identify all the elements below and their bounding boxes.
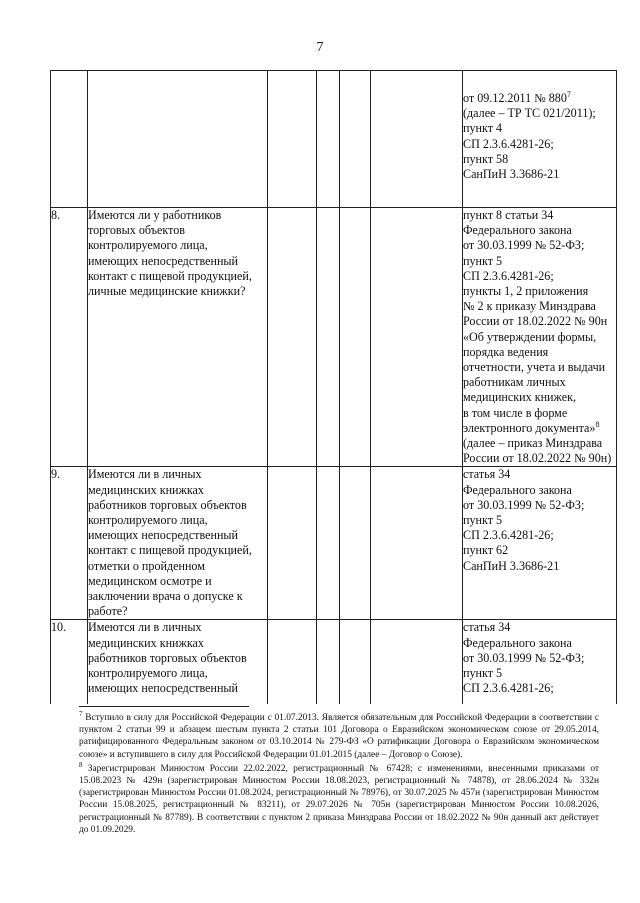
reference-line (463, 269, 616, 284)
footnote-mark: 7 (79, 709, 83, 718)
answer-no-cell (317, 208, 340, 467)
reference-text: СанПиН 3.3686-21 (463, 167, 560, 182)
answer-na-cell (340, 467, 371, 620)
reference-text: СП 2.3.6.4281-26; (463, 136, 554, 151)
reference-text: (далее – ТР ТС 021/2011); (463, 106, 596, 121)
question-line: медицинском осмотре и (88, 573, 212, 588)
reference-line (463, 483, 616, 498)
question-line: имеющих непосредственный (88, 253, 239, 268)
question-cell (88, 620, 268, 705)
reference-text: от 30.03.1999 № 52-ФЗ; (463, 497, 585, 512)
reference-text: пункт 5 (463, 666, 503, 681)
reference-text: порядка ведения (463, 344, 549, 359)
table-row (51, 467, 617, 620)
question-line: личные медицинские книжки? (88, 284, 246, 299)
reference-text: СП 2.3.6.4281-26; (463, 528, 554, 543)
question-cell (88, 208, 268, 467)
reference-text: от 09.12.2011 № 880 (463, 91, 567, 105)
reference-line (463, 314, 616, 329)
reference-text: пункт 58 (463, 151, 509, 166)
row-number (51, 71, 88, 208)
footnote-mark: 8 (79, 760, 83, 769)
table-row (51, 71, 617, 208)
question-line: имеющих непосредственный (88, 528, 239, 543)
reference-line (463, 467, 616, 482)
reference-text: пункт 5 (463, 513, 503, 528)
reference-line (463, 620, 616, 635)
footnote-text: Вступило в силу для Российской Федерации с 01.07.2013. Является обязательным для Российской Федерации в соответствии с пунктом 2 статьи 99 и абзацем шестым пункта 2 статьи 101 Договора о Евразийском экономическом союзе от 29.05.2014, ратифицированного Федеральным законом от 03.10.2014 № 279-ФЗ «О ратификации Договора о Евразийском экономическом союзе» и вступившего в силу для Российской Федерации 01.01.2015 (далее – Договор о Союзе). (79, 713, 599, 760)
reference-line (463, 636, 616, 651)
reference-text: отчетности, учета и выдачи (463, 360, 606, 375)
reference-text: пункт 62 (463, 543, 509, 558)
row-number: 10. (51, 620, 88, 705)
reference-line (463, 390, 616, 405)
answer-yes-cell (268, 208, 317, 467)
reference-line (463, 167, 616, 182)
answer-yes-cell (268, 71, 317, 208)
question-line: контролируемого лица, (88, 238, 208, 253)
note-cell (371, 467, 463, 620)
reference-line (463, 345, 616, 360)
legal-reference-cell (463, 71, 617, 208)
reference-text: СанПиН 3.3686-21 (463, 558, 560, 573)
table-row (51, 208, 617, 467)
reference-line (463, 543, 616, 558)
reference-text: России от 18.02.2022 № 90н (463, 314, 608, 329)
answer-na-cell (340, 620, 371, 705)
reference-text: России от 18.02.2022 № 90н) (463, 451, 612, 466)
reference-text: (далее – приказ Минздрава (463, 436, 603, 451)
reference-line (463, 528, 616, 543)
question-line: торговых объектов (88, 223, 185, 238)
note-cell (371, 620, 463, 705)
reference-line (463, 238, 616, 253)
note-cell (371, 208, 463, 467)
footnote-reference[interactable]: 7 (566, 89, 571, 99)
question-line: работе? (88, 604, 128, 619)
reference-text: пункт 5 (463, 253, 503, 268)
legal-reference-cell (463, 208, 617, 467)
question-line: Имеются ли в личных (88, 620, 202, 635)
question-line: контакт с пищевой продукцией, (88, 543, 252, 558)
footnote-separator (79, 706, 249, 707)
reference-text: пункты 1, 2 приложения (463, 284, 589, 299)
reference-text: № 2 к приказу Минздрава (463, 299, 596, 314)
question-line: медицинских книжках (88, 482, 204, 497)
question-line: отметки о пройденном (88, 558, 205, 573)
page-number: 7 (316, 40, 324, 55)
answer-na-cell (340, 208, 371, 467)
question-line: работников торговых объектов (88, 650, 247, 665)
answer-no-cell (317, 467, 340, 620)
reference-line (463, 106, 616, 121)
legal-reference-cell (463, 467, 617, 620)
reference-line (463, 360, 616, 375)
reference-line (463, 137, 616, 152)
reference-line (463, 152, 616, 167)
question-line: медицинских книжках (88, 635, 204, 650)
reference-line (463, 406, 616, 421)
footnote-reference[interactable]: 8 (595, 419, 600, 429)
answer-na-cell (340, 71, 371, 208)
reference-line (463, 436, 616, 451)
reference-line (463, 451, 616, 466)
question-line: контролируемого лица, (88, 666, 208, 681)
footnote-text: Зарегистрирован Минюстом России 22.02.2022, регистрационный № 67428; с изменениями, внесенными приказами от 15.08.2023 № 429н (зарегистрирован Минюстом России 18.08.2023, регистрационный № 74878), от 28.06.2024 № 332н (зарегистрирован Минюстом России 01.08.2024, регистрационный № 78976), от 30.07.2025 № 457н (зарегистрирован Минюстом России 15.08.2025, регистрационный № 83211), от 29.07.2026 № 705н (зарегистрирован Минюстом России 10.08.2026, регистрационный № 87789). В соответствии с пунктом 2 приказа Минздрава России от 18.02.2022 № 90н данный акт действует до 01.09.2029. (79, 763, 599, 835)
reference-text: Федерального закона (463, 482, 572, 497)
row-number: 9. (51, 467, 88, 620)
table-row (51, 620, 617, 705)
reference-line (463, 254, 616, 269)
question-line: работников торговых объектов (88, 497, 247, 512)
reference-line (463, 651, 616, 666)
reference-text: Федерального закона (463, 635, 572, 650)
reference-text: статья 34 (463, 467, 511, 482)
note-cell (371, 71, 463, 208)
question-line: заключении врача о допуске к (88, 589, 243, 604)
reference-line (463, 681, 616, 696)
reference-line (463, 375, 616, 390)
reference-text: «Об утверждении формы, (463, 329, 597, 344)
reference-text: СП 2.3.6.4281-26; (463, 268, 554, 283)
reference-line (463, 223, 616, 238)
reference-text: статья 34 (463, 620, 511, 635)
answer-yes-cell (268, 620, 317, 705)
question-cell (88, 467, 268, 620)
reference-text: в том числе в форме (463, 405, 568, 420)
answer-no-cell (317, 71, 340, 208)
footnote (79, 709, 599, 761)
reference-text: от 30.03.1999 № 52-ФЗ; (463, 650, 585, 665)
footnote (79, 760, 599, 836)
reference-text: СП 2.3.6.4281-26; (463, 681, 554, 696)
reference-line (463, 121, 616, 136)
answer-no-cell (317, 620, 340, 705)
footnotes (79, 709, 599, 838)
reference-line (463, 421, 616, 436)
legal-reference-cell (463, 620, 617, 705)
reference-text: от 30.03.1999 № 52-ФЗ; (463, 238, 585, 253)
reference-line (463, 498, 616, 513)
reference-text: электронного документа» (463, 420, 596, 435)
question-line: контакт с пищевой продукцией, (88, 268, 252, 283)
reference-line (463, 666, 616, 681)
reference-text: Федерального закона (463, 223, 572, 238)
question-line: имеющих непосредственный (88, 681, 239, 696)
reference-text: пункт 4 (463, 121, 503, 136)
reference-line (463, 91, 616, 106)
reference-text: медицинских книжек, (463, 390, 576, 405)
question-line: Имеются ли у работников (88, 208, 222, 222)
reference-line (463, 330, 616, 345)
reference-line (463, 513, 616, 528)
reference-text: работникам личных (463, 375, 566, 390)
question-line: Имеются ли в личных (88, 467, 202, 482)
reference-line (463, 284, 616, 299)
reference-line (463, 559, 616, 574)
reference-text: пункт 8 статьи 34 (463, 208, 554, 222)
question-cell (88, 71, 268, 208)
row-number: 8. (51, 208, 88, 467)
reference-line (463, 299, 616, 314)
checklist-table (50, 70, 617, 704)
question-line: контролируемого лица, (88, 513, 208, 528)
reference-line (463, 208, 616, 223)
answer-yes-cell (268, 467, 317, 620)
